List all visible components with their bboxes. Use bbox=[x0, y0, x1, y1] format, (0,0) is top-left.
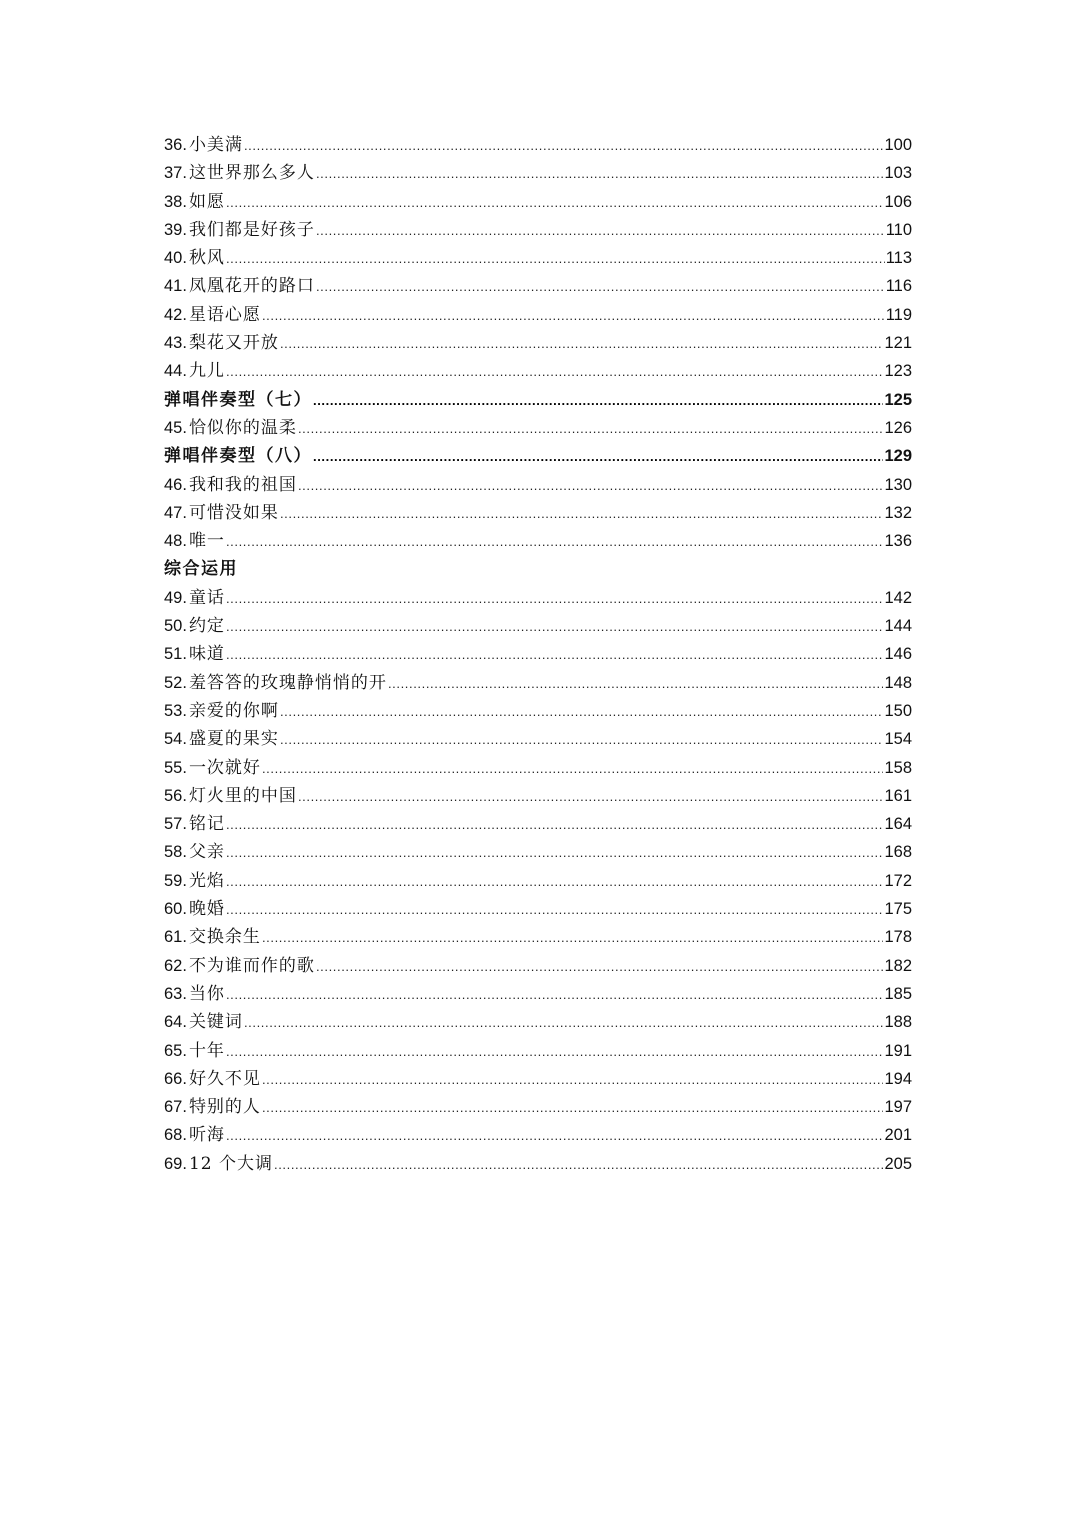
toc-entry-number: 46. bbox=[164, 475, 187, 494]
toc-entry-number: 66. bbox=[164, 1069, 187, 1088]
toc-entry-title: 光焰 bbox=[188, 870, 225, 891]
toc-entry[interactable] bbox=[164, 612, 912, 640]
toc-dot-leader bbox=[226, 613, 884, 641]
toc-entry[interactable] bbox=[164, 1150, 912, 1178]
toc-entry-title: 弹唱伴奏型（七） bbox=[164, 389, 312, 410]
toc-entry-number: 42. bbox=[164, 305, 187, 324]
toc-page-number: 158 bbox=[884, 758, 912, 777]
toc-page-number: 182 bbox=[884, 956, 912, 975]
toc-entry-number: 55. bbox=[164, 758, 187, 777]
toc-entry[interactable] bbox=[164, 159, 912, 187]
toc-page-number: 132 bbox=[884, 503, 912, 522]
toc-entry-title: 交换余生 bbox=[188, 927, 261, 948]
toc-page-number: 125 bbox=[884, 390, 912, 409]
toc-dot-leader bbox=[280, 330, 884, 358]
toc-dot-leader bbox=[280, 726, 884, 754]
toc-entry[interactable] bbox=[164, 216, 912, 244]
toc-entry[interactable] bbox=[164, 782, 912, 810]
toc-entry-title: 味道 bbox=[188, 644, 225, 665]
toc-dot-leader bbox=[262, 302, 885, 330]
toc-entry-title: 综合运用 bbox=[164, 559, 238, 580]
toc-dot-leader bbox=[262, 924, 884, 952]
toc-page-number: 110 bbox=[885, 220, 912, 239]
toc-entry-number: 40. bbox=[164, 249, 187, 268]
toc-entry-title: 秋风 bbox=[188, 248, 225, 269]
toc-entry-title: 铭记 bbox=[188, 814, 225, 835]
toc-entry[interactable] bbox=[164, 1008, 912, 1036]
toc-page-number: 148 bbox=[884, 673, 912, 692]
toc-page-number: 123 bbox=[884, 362, 912, 381]
toc-dot-leader bbox=[298, 783, 884, 811]
toc-entry-number: 50. bbox=[164, 617, 187, 636]
toc-entry-number: 63. bbox=[164, 984, 187, 1003]
toc-entry[interactable] bbox=[164, 244, 912, 272]
toc-entry[interactable] bbox=[164, 980, 912, 1008]
toc-entry-title: 这世界那么多人 bbox=[188, 163, 315, 184]
toc-dot-leader bbox=[226, 641, 884, 669]
toc-entry-number: 47. bbox=[164, 503, 187, 522]
toc-page-number: 172 bbox=[884, 871, 912, 890]
toc-entry-title: 凤凰花开的路口 bbox=[188, 276, 315, 297]
toc-entry-number: 36. bbox=[164, 136, 187, 154]
toc-entry[interactable] bbox=[164, 272, 912, 300]
toc-entry-title: 晚婚 bbox=[188, 899, 225, 920]
toc-page-number: 121 bbox=[884, 334, 912, 353]
toc-dot-leader bbox=[226, 585, 884, 613]
toc-entry-title: 童话 bbox=[188, 587, 225, 608]
toc-entry-number: 64. bbox=[164, 1013, 187, 1032]
toc-dot-leader bbox=[274, 1151, 883, 1179]
toc-entry-title: 十年 bbox=[188, 1040, 225, 1061]
toc-page-number: 113 bbox=[885, 249, 912, 268]
toc-page-number: 129 bbox=[884, 447, 912, 466]
toc-dot-leader bbox=[226, 245, 885, 273]
toc-entry-number: 54. bbox=[164, 730, 187, 749]
toc-entry[interactable] bbox=[164, 867, 912, 895]
toc-entry-title: 小美满 bbox=[188, 135, 243, 155]
toc-page-number: 119 bbox=[885, 305, 912, 324]
toc-entry[interactable] bbox=[164, 697, 912, 725]
toc-entry-number: 49. bbox=[164, 588, 187, 607]
toc-entry-number: 51. bbox=[164, 645, 187, 664]
toc-entry[interactable] bbox=[164, 810, 912, 838]
toc-entry-title: 不为谁而作的歌 bbox=[188, 955, 315, 976]
toc-entry-title: 12 个大调 bbox=[188, 1153, 273, 1174]
toc-page-number: 130 bbox=[884, 475, 912, 494]
toc-dot-leader bbox=[316, 160, 884, 188]
toc-entry-number: 56. bbox=[164, 786, 187, 805]
toc-entry-number: 41. bbox=[164, 277, 187, 296]
toc-page-number: 194 bbox=[884, 1069, 912, 1088]
toc-entry-title: 好久不见 bbox=[188, 1068, 261, 1089]
toc-entry-title: 我们都是好孩子 bbox=[188, 219, 315, 240]
toc-dot-leader bbox=[313, 443, 883, 471]
toc-page-number: 161 bbox=[884, 786, 912, 805]
toc-page-number: 126 bbox=[884, 418, 912, 437]
toc-page-number: 175 bbox=[884, 900, 912, 919]
toc-entry-title: 弹唱伴奏型（八） bbox=[164, 446, 312, 467]
toc-dot-leader bbox=[226, 839, 884, 867]
toc-entry-title: 灯火里的中国 bbox=[188, 785, 297, 806]
toc-dot-leader bbox=[262, 1066, 884, 1094]
table-of-contents bbox=[164, 131, 912, 1178]
toc-dot-leader bbox=[262, 1094, 884, 1122]
toc-entry[interactable] bbox=[164, 329, 912, 357]
toc-entry-title: 听海 bbox=[188, 1125, 225, 1146]
toc-entry[interactable] bbox=[164, 301, 912, 329]
toc-entry[interactable] bbox=[164, 669, 912, 697]
toc-entry-number: 57. bbox=[164, 815, 187, 834]
toc-entry-number: 62. bbox=[164, 956, 187, 975]
toc-page-number: 103 bbox=[884, 164, 912, 183]
toc-entry-title: 一次就好 bbox=[188, 757, 261, 778]
toc-entry[interactable] bbox=[164, 1037, 912, 1065]
toc-page-number: 191 bbox=[884, 1041, 912, 1060]
toc-section-row[interactable] bbox=[164, 442, 912, 470]
toc-dot-leader bbox=[280, 698, 884, 726]
toc-entry-number: 59. bbox=[164, 871, 187, 890]
toc-entry-title: 亲爱的你啊 bbox=[188, 700, 279, 721]
toc-entry[interactable] bbox=[164, 131, 912, 159]
toc-dot-leader bbox=[244, 1009, 884, 1037]
toc-entry[interactable] bbox=[164, 754, 912, 782]
toc-entry-title: 梨花又开放 bbox=[188, 333, 279, 354]
toc-page-number: 100 bbox=[884, 136, 912, 154]
toc-page-number: 205 bbox=[884, 1154, 912, 1173]
toc-entry-number: 65. bbox=[164, 1041, 187, 1060]
toc-entry-title: 特别的人 bbox=[188, 1097, 261, 1118]
toc-page-number: 178 bbox=[884, 928, 912, 947]
toc-entry-number: 44. bbox=[164, 362, 187, 381]
toc-page-number: 201 bbox=[884, 1126, 912, 1145]
toc-entry[interactable] bbox=[164, 725, 912, 753]
toc-entry-number: 67. bbox=[164, 1098, 187, 1117]
toc-page-number: 144 bbox=[884, 617, 912, 636]
toc-entry[interactable] bbox=[164, 1065, 912, 1093]
toc-entry-title: 九儿 bbox=[188, 361, 225, 382]
toc-page-number: 154 bbox=[884, 730, 912, 749]
toc-entry[interactable] bbox=[164, 499, 912, 527]
toc-heading bbox=[164, 555, 912, 583]
toc-dot-leader bbox=[226, 358, 884, 386]
toc-entry[interactable] bbox=[164, 527, 912, 555]
toc-entry-title: 父亲 bbox=[188, 842, 225, 863]
toc-dot-leader bbox=[226, 981, 884, 1009]
toc-entry[interactable] bbox=[164, 357, 912, 385]
toc-entry-number: 60. bbox=[164, 900, 187, 919]
toc-entry-number: 48. bbox=[164, 532, 187, 551]
toc-dot-leader bbox=[226, 811, 884, 839]
toc-entry-title: 约定 bbox=[188, 616, 225, 637]
toc-dot-leader bbox=[226, 189, 884, 217]
toc-dot-leader bbox=[226, 896, 884, 924]
toc-entry-title: 羞答答的玫瑰静悄悄的开 bbox=[188, 672, 387, 693]
toc-entry-title: 我和我的祖国 bbox=[188, 474, 297, 495]
toc-dot-leader bbox=[313, 387, 883, 415]
toc-dot-leader bbox=[262, 755, 884, 783]
toc-dot-leader bbox=[244, 132, 884, 160]
toc-entry-title: 关键词 bbox=[188, 1012, 243, 1033]
toc-dot-leader bbox=[226, 868, 884, 896]
toc-entry-title: 星语心愿 bbox=[188, 304, 261, 325]
toc-entry[interactable] bbox=[164, 188, 912, 216]
toc-entry-title: 恰似你的温柔 bbox=[188, 417, 297, 438]
toc-dot-leader bbox=[226, 1038, 884, 1066]
toc-entry-number: 53. bbox=[164, 701, 187, 720]
toc-dot-leader bbox=[316, 217, 885, 245]
toc-entry-number: 68. bbox=[164, 1126, 187, 1145]
toc-page-number: 164 bbox=[884, 815, 912, 834]
toc-page-number: 146 bbox=[884, 645, 912, 664]
toc-dot-leader bbox=[226, 528, 884, 556]
toc-page-number: 136 bbox=[884, 532, 912, 551]
toc-dot-leader bbox=[298, 472, 884, 500]
toc-page-number: 150 bbox=[884, 701, 912, 720]
toc-entry[interactable] bbox=[164, 414, 912, 442]
toc-entry-number: 52. bbox=[164, 673, 187, 692]
toc-entry-title: 可惜没如果 bbox=[188, 502, 279, 523]
toc-dot-leader bbox=[226, 1122, 884, 1150]
toc-dot-leader bbox=[388, 670, 884, 698]
toc-entry[interactable] bbox=[164, 923, 912, 951]
toc-dot-leader bbox=[316, 273, 885, 301]
toc-entry-number: 69. bbox=[164, 1154, 187, 1173]
toc-entry-title: 当你 bbox=[188, 983, 225, 1004]
toc-page-number: 106 bbox=[884, 192, 912, 211]
toc-entry[interactable] bbox=[164, 584, 912, 612]
toc-entry[interactable] bbox=[164, 1121, 912, 1149]
toc-page-number: 185 bbox=[884, 984, 912, 1003]
toc-dot-leader bbox=[298, 415, 884, 443]
toc-dot-leader bbox=[280, 500, 884, 528]
toc-entry-number: 43. bbox=[164, 334, 187, 353]
toc-entry-number: 39. bbox=[164, 220, 187, 239]
toc-dot-leader bbox=[316, 953, 884, 981]
toc-page-number: 197 bbox=[884, 1098, 912, 1117]
toc-entry-number: 45. bbox=[164, 418, 187, 437]
toc-entry-number: 38. bbox=[164, 192, 187, 211]
toc-entry[interactable] bbox=[164, 471, 912, 499]
toc-entry[interactable] bbox=[164, 1093, 912, 1121]
toc-entry[interactable] bbox=[164, 895, 912, 923]
toc-entry-title: 盛夏的果实 bbox=[188, 729, 279, 750]
toc-page-number: 116 bbox=[885, 277, 912, 296]
toc-entry-number: 58. bbox=[164, 843, 187, 862]
toc-entry-title: 唯一 bbox=[188, 531, 225, 552]
toc-entry-title: 如愿 bbox=[188, 191, 225, 212]
toc-entry[interactable] bbox=[164, 952, 912, 980]
toc-entry[interactable] bbox=[164, 838, 912, 866]
toc-entry-number: 37. bbox=[164, 164, 187, 183]
toc-entry-number: 61. bbox=[164, 928, 187, 947]
toc-section-row[interactable] bbox=[164, 386, 912, 414]
toc-page-number: 142 bbox=[884, 588, 912, 607]
toc-page-number: 168 bbox=[884, 843, 912, 862]
toc-entry[interactable] bbox=[164, 640, 912, 668]
toc-page-number: 188 bbox=[884, 1013, 912, 1032]
